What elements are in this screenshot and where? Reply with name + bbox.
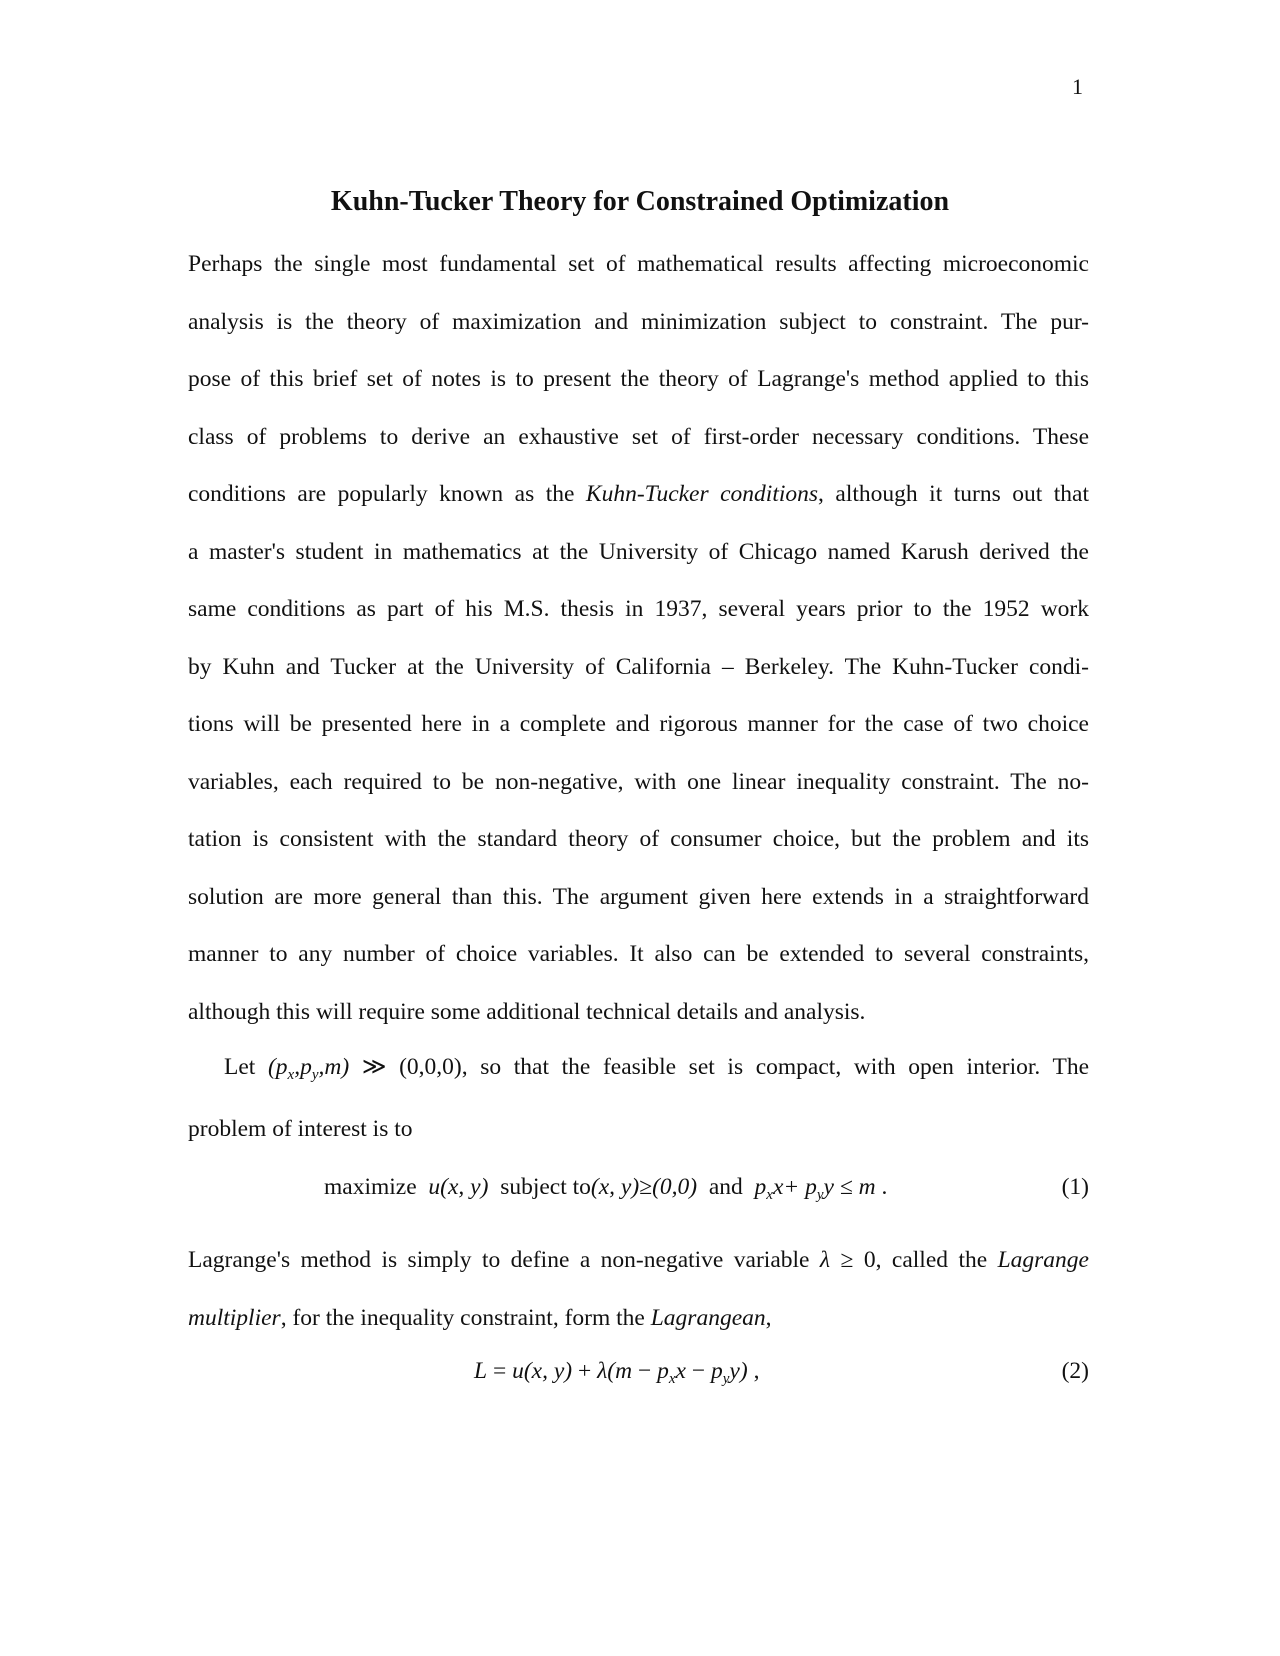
- text-line: same conditions as part of his M.S. thesis in 1937, several years prior to the 1952 work: [188, 596, 1089, 622]
- lagrange-paragraph: [188, 1232, 1089, 1347]
- let-statement-continuation: problem of interest is to: [188, 1116, 413, 1142]
- text-line: a master's student in mathematics at the University of Chicago named Karush derived the: [188, 538, 1089, 565]
- text-line: tions will be presented here in a complete and rigorous manner for the case of two choice: [188, 711, 1089, 737]
- paper-title: Kuhn-Tucker Theory for Constrained Optimization: [330, 186, 950, 217]
- text-line: variables, each required to be non-negative, with one linear inequality constraint. The no-: [188, 768, 1089, 795]
- text-line: Lagrange's method is simply to define a non-negative variable λ ≥ 0, called the Lagrange: [188, 1247, 1089, 1273]
- text-line: manner to any number of choice variables. It also can be extended to several constraints,: [188, 941, 1089, 967]
- text-line: multiplier, for the inequality constraint, form the Lagrangean,: [188, 1304, 772, 1331]
- text-line: tation is consistent with the standard theory of consumer choice, but the problem and its: [188, 826, 1089, 852]
- text-line: although this will require some additional technical details and analysis.: [188, 998, 866, 1025]
- equation-number: (2): [1061, 1358, 1089, 1384]
- text-line: by Kuhn and Tucker at the University of California – Berkeley. The Kuhn-Tucker condi-: [188, 653, 1089, 680]
- text-line: pose of this brief set of notes is to present the theory of Lagrange's method applied to this: [188, 366, 1089, 392]
- text-line: class of problems to derive an exhaustive set of first-order necessary conditions. These: [188, 423, 1089, 450]
- text-line: Perhaps the single most fundamental set of mathematical results affecting microeconomic: [188, 251, 1089, 277]
- kuhn-tucker-conditions-term: Kuhn-Tucker conditions: [585, 481, 819, 507]
- text-line: analysis is the theory of maximization and minimization subject to constraint. The pur-: [188, 308, 1089, 335]
- page-number: 1: [1072, 74, 1083, 99]
- text-line: conditions are popularly known as the Kuhn-Tucker conditions, although it turns out that: [188, 481, 1089, 507]
- intro-paragraph: [188, 236, 1089, 1041]
- equation-number: (1): [1061, 1174, 1089, 1200]
- let-statement: Let $(p_x,p_y,m)$ ≫ (0,0,0), so that the feasible set is compact, with open interior. The: [224, 1054, 1090, 1083]
- text-line: solution are more general than this. The argument given here extends in a straightforward: [188, 883, 1089, 910]
